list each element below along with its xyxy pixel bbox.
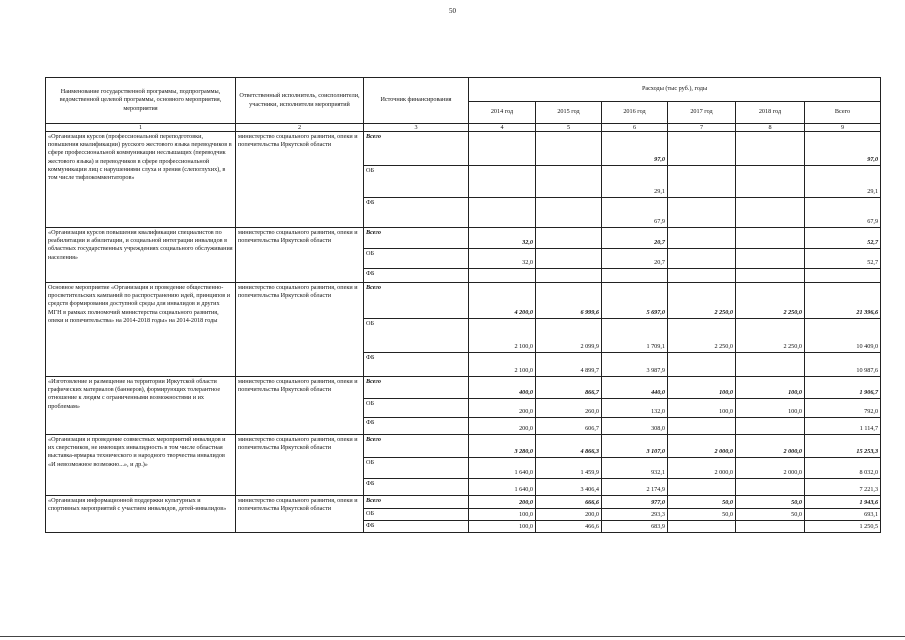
- event-name-cell: «Изготовление и размещение на территории Иркутской области графических материалов (баннеров), формирующих толерантное отношение к людям с ограниченными возможностями и их проблемам»: [46, 377, 236, 435]
- total-value-cell: 1 250,5: [805, 521, 881, 533]
- year-value-cell: [668, 228, 736, 249]
- header-row: [46, 78, 881, 102]
- year-value-cell: 2 100,0: [469, 319, 536, 353]
- year-value-cell: [736, 249, 805, 269]
- header-year: 2016 год: [602, 102, 668, 124]
- funding-source-cell: ОБ: [364, 166, 469, 198]
- table-row: [46, 496, 881, 509]
- year-value-cell: [736, 353, 805, 377]
- year-value-cell: [602, 269, 668, 283]
- year-value-cell: 977,0: [602, 496, 668, 509]
- column-number: 7: [668, 124, 736, 132]
- year-value-cell: 5 697,0: [602, 283, 668, 319]
- total-value-cell: 1 114,7: [805, 418, 881, 435]
- event-name-cell: Основное мероприятие «Организация и проведение общественно-просветительских кампаний по распространению идей, принципов и средств формирования доступной среды для инвалидов и других МГН в рамках полномочий министерства социального развития, опеки и попечительства» на 2014-2018 годы» на 2014-2018 годы: [46, 283, 236, 377]
- column-number: 5: [536, 124, 602, 132]
- total-value-cell: 1 906,7: [805, 377, 881, 399]
- year-value-cell: 1 709,1: [602, 319, 668, 353]
- year-value-cell: 200,0: [469, 418, 536, 435]
- total-value-cell: 10 409,0: [805, 319, 881, 353]
- year-value-cell: [469, 166, 536, 198]
- total-value-cell: 1 943,6: [805, 496, 881, 509]
- year-value-cell: 100,0: [736, 377, 805, 399]
- header-year: 2015 год: [536, 102, 602, 124]
- total-value-cell: 8 032,0: [805, 458, 881, 479]
- header-year: 2018 год: [736, 102, 805, 124]
- event-name-cell: «Организация информационной поддержки культурных и спортивных мероприятий с участием инвалидов, детей-инвалидов»: [46, 496, 236, 533]
- total-value-cell: 67,9: [805, 198, 881, 228]
- funding-source-cell: Всего: [364, 496, 469, 509]
- year-value-cell: 2 000,0: [736, 435, 805, 458]
- year-value-cell: 32,0: [469, 228, 536, 249]
- year-value-cell: 100,0: [736, 399, 805, 418]
- funding-source-cell: ОБ: [364, 458, 469, 479]
- year-value-cell: 4 899,7: [536, 353, 602, 377]
- year-value-cell: [668, 132, 736, 166]
- column-number: 1: [46, 124, 236, 132]
- year-value-cell: [736, 132, 805, 166]
- year-value-cell: [736, 228, 805, 249]
- header-expenses: Расходы (тыс руб.), годы: [469, 78, 881, 102]
- year-value-cell: 2 250,0: [668, 319, 736, 353]
- column-number: 9: [805, 124, 881, 132]
- total-value-cell: 21 396,6: [805, 283, 881, 319]
- year-value-cell: 4 866,3: [536, 435, 602, 458]
- year-value-cell: 400,0: [469, 377, 536, 399]
- year-value-cell: 200,0: [469, 496, 536, 509]
- year-value-cell: 100,0: [469, 521, 536, 533]
- executor-cell: министерство социального развития, опеки и попечительства Иркутской области: [236, 228, 364, 283]
- year-value-cell: [536, 228, 602, 249]
- column-number: 8: [736, 124, 805, 132]
- year-value-cell: [668, 521, 736, 533]
- year-value-cell: 20,7: [602, 228, 668, 249]
- year-value-cell: [736, 198, 805, 228]
- year-value-cell: [668, 269, 736, 283]
- funding-source-cell: Всего: [364, 377, 469, 399]
- year-value-cell: [668, 418, 736, 435]
- funding-source-cell: ФБ: [364, 269, 469, 283]
- year-value-cell: 440,0: [602, 377, 668, 399]
- year-value-cell: [469, 132, 536, 166]
- executor-cell: министерство социального развития, опеки и попечительства Иркутской области: [236, 377, 364, 435]
- year-value-cell: [469, 269, 536, 283]
- year-value-cell: 3 107,0: [602, 435, 668, 458]
- table-row: [46, 377, 881, 399]
- year-value-cell: [469, 198, 536, 228]
- event-name-cell: «Организация и проведение совместных мероприятий инвалидов и их сверстников, не имеющих инвалидность в том числе областная выставка-ярмарка технического и народного творчества инвалидов «И невозможное возможно...», и др.)»: [46, 435, 236, 496]
- year-value-cell: [536, 198, 602, 228]
- year-value-cell: [536, 132, 602, 166]
- total-value-cell: 15 253,3: [805, 435, 881, 458]
- year-value-cell: 2 100,0: [469, 353, 536, 377]
- total-value-cell: 693,1: [805, 509, 881, 521]
- year-value-cell: 32,0: [469, 249, 536, 269]
- event-name-cell: «Организация курсов повышения квалификации специалистов по реабилитации и абилитации, и социальной интеграции инвалидов в областных государственных учреждениях социального обслуживания населения»: [46, 228, 236, 283]
- funding-source-cell: ФБ: [364, 353, 469, 377]
- funding-source-cell: ФБ: [364, 198, 469, 228]
- year-value-cell: [536, 166, 602, 198]
- year-value-cell: 200,0: [536, 509, 602, 521]
- year-value-cell: 2 174,9: [602, 479, 668, 496]
- year-value-cell: 6 999,6: [536, 283, 602, 319]
- year-value-cell: 50,0: [736, 496, 805, 509]
- year-value-cell: 666,6: [536, 496, 602, 509]
- funding-source-cell: Всего: [364, 435, 469, 458]
- table-row: [46, 132, 881, 166]
- year-value-cell: [536, 269, 602, 283]
- year-value-cell: 932,1: [602, 458, 668, 479]
- funding-source-cell: ФБ: [364, 479, 469, 496]
- year-value-cell: 100,0: [668, 399, 736, 418]
- column-number: 3: [364, 124, 469, 132]
- year-value-cell: 2 000,0: [668, 458, 736, 479]
- executor-cell: министерство социального развития, опеки и попечительства Иркутской области: [236, 435, 364, 496]
- executor-cell: министерство социального развития, опеки и попечительства Иркутской области: [236, 132, 364, 228]
- year-value-cell: [668, 353, 736, 377]
- executor-cell: министерство социального развития, опеки и попечительства Иркутской области: [236, 283, 364, 377]
- year-value-cell: 2 000,0: [668, 435, 736, 458]
- year-value-cell: [668, 249, 736, 269]
- year-value-cell: 1 640,0: [469, 479, 536, 496]
- page-number: 50: [449, 7, 456, 15]
- funding-source-cell: Всего: [364, 283, 469, 319]
- year-value-cell: [536, 249, 602, 269]
- year-value-cell: 2 099,9: [536, 319, 602, 353]
- year-value-cell: [668, 479, 736, 496]
- year-value-cell: 260,0: [536, 399, 602, 418]
- year-value-cell: 50,0: [668, 496, 736, 509]
- funding-source-cell: ОБ: [364, 399, 469, 418]
- total-value-cell: 52,7: [805, 249, 881, 269]
- year-value-cell: [736, 269, 805, 283]
- total-value-cell: 97,0: [805, 132, 881, 166]
- year-value-cell: [668, 166, 736, 198]
- total-value-cell: 52,7: [805, 228, 881, 249]
- column-number: 4: [469, 124, 536, 132]
- column-number: 2: [236, 124, 364, 132]
- total-value-cell: 7 221,3: [805, 479, 881, 496]
- funding-source-cell: ФБ: [364, 521, 469, 533]
- table-row: [46, 435, 881, 458]
- year-value-cell: 2 000,0: [736, 458, 805, 479]
- funding-source-cell: Всего: [364, 132, 469, 166]
- year-value-cell: 132,0: [602, 399, 668, 418]
- funding-source-cell: ОБ: [364, 249, 469, 269]
- year-value-cell: 200,0: [469, 399, 536, 418]
- year-value-cell: 683,9: [602, 521, 668, 533]
- year-value-cell: [736, 418, 805, 435]
- header-year: 2017 год: [668, 102, 736, 124]
- year-value-cell: 606,7: [536, 418, 602, 435]
- header-total: Всего: [805, 102, 881, 124]
- year-value-cell: 1 640,0: [469, 458, 536, 479]
- year-value-cell: 293,3: [602, 509, 668, 521]
- column-number: 6: [602, 124, 668, 132]
- year-value-cell: 3 406,4: [536, 479, 602, 496]
- total-value-cell: [805, 269, 881, 283]
- funding-source-cell: ОБ: [364, 319, 469, 353]
- year-value-cell: [668, 198, 736, 228]
- year-value-cell: 29,1: [602, 166, 668, 198]
- year-value-cell: 1 459,9: [536, 458, 602, 479]
- year-value-cell: [736, 166, 805, 198]
- year-value-cell: 466,6: [536, 521, 602, 533]
- header-program-name: Наименование государственной программы, подпрограммы, ведомственной целевой программы, основного мероприятия, мероприятия: [46, 78, 236, 124]
- total-value-cell: 10 987,6: [805, 353, 881, 377]
- year-value-cell: [736, 479, 805, 496]
- year-value-cell: 4 200,0: [469, 283, 536, 319]
- executor-cell: министерство социального развития, опеки и попечительства Иркутской области: [236, 496, 364, 533]
- year-value-cell: [736, 521, 805, 533]
- funding-source-cell: ФБ: [364, 418, 469, 435]
- year-value-cell: 20,7: [602, 249, 668, 269]
- total-value-cell: 29,1: [805, 166, 881, 198]
- table-body: [46, 132, 881, 533]
- year-value-cell: 97,0: [602, 132, 668, 166]
- year-value-cell: 2 250,0: [668, 283, 736, 319]
- budget-table-sheet: [45, 77, 880, 533]
- header-executor: Ответственный исполнитель, соисполнители, участники, исполнители мероприятий: [236, 78, 364, 124]
- budget-table: [45, 77, 881, 533]
- header-funding-source: Источник финансирования: [364, 78, 469, 124]
- funding-source-cell: ОБ: [364, 509, 469, 521]
- year-value-cell: 100,0: [469, 509, 536, 521]
- event-name-cell: «Организация курсов (профессиональной переподготовки, повышения квалификации) русского жестового языка переводчиков в сфере профессиональной коммуникации неслышащих (переводчик жестового языка) и переводчиков в сфере профессиональной коммуникации лиц с нарушениями слуха и зрения (слепоглухих), в том числе тифлокомментаторов»: [46, 132, 236, 228]
- year-value-cell: 50,0: [736, 509, 805, 521]
- table-row: [46, 228, 881, 249]
- table-row: [46, 283, 881, 319]
- year-value-cell: 67,9: [602, 198, 668, 228]
- header-year: 2014 год: [469, 102, 536, 124]
- funding-source-cell: Всего: [364, 228, 469, 249]
- year-value-cell: 50,0: [668, 509, 736, 521]
- year-value-cell: 100,0: [668, 377, 736, 399]
- year-value-cell: 2 250,0: [736, 319, 805, 353]
- year-value-cell: 2 250,0: [736, 283, 805, 319]
- year-value-cell: 3 280,0: [469, 435, 536, 458]
- total-value-cell: 792,0: [805, 399, 881, 418]
- year-value-cell: 866,7: [536, 377, 602, 399]
- page-bottom-border: [0, 636, 905, 637]
- column-number-row: [46, 124, 881, 132]
- year-value-cell: 308,0: [602, 418, 668, 435]
- year-value-cell: 3 987,9: [602, 353, 668, 377]
